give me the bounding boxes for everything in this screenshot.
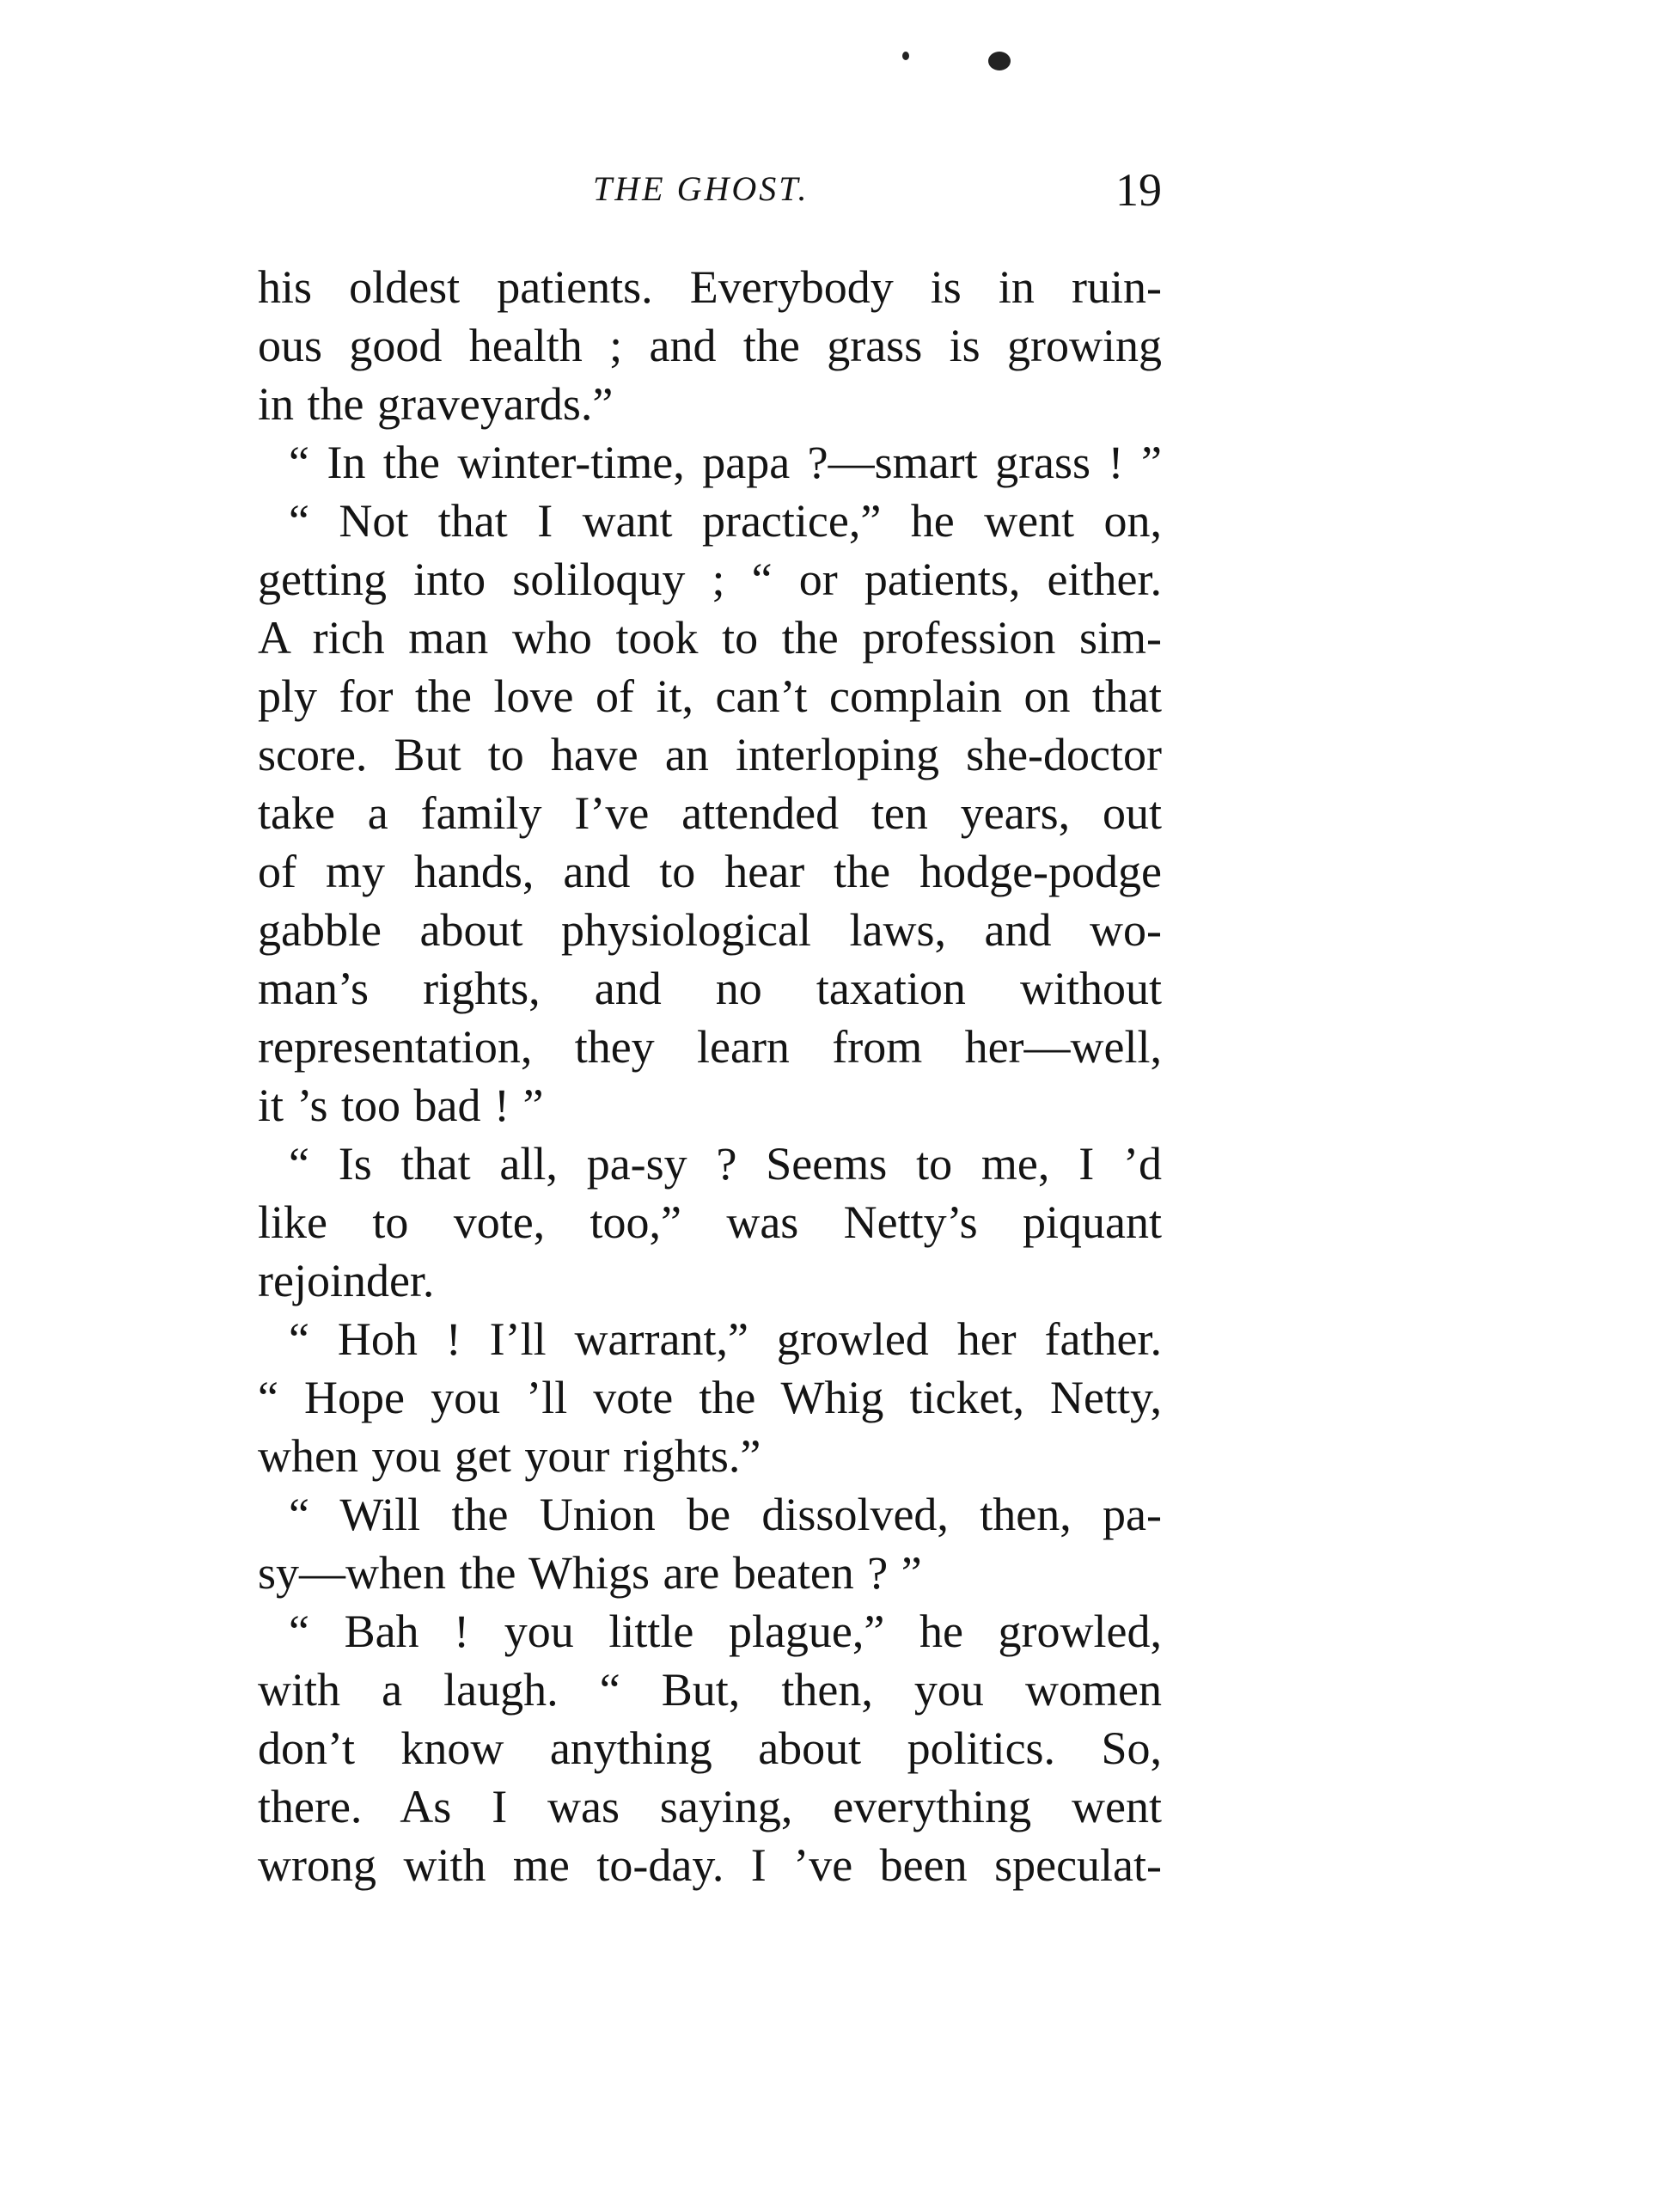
text-line: of my hands, and to hear the hodge-podge xyxy=(258,846,1162,897)
text-line: in the graveyards.” xyxy=(258,378,614,430)
text-line: “ Hope you ’ll vote the Whig ticket, Netty, xyxy=(258,1372,1162,1423)
text-line: rejoinder. xyxy=(258,1255,435,1306)
text-line: gabble about physiological laws, and wo- xyxy=(258,904,1162,956)
text-line: representation, they learn from her—well, xyxy=(258,1021,1162,1073)
text-line: “ Bah ! you little plague,” he growled, xyxy=(289,1606,1162,1657)
text-line: sy—when the Whigs are beaten ? ” xyxy=(258,1547,922,1599)
ink-speck xyxy=(988,52,1011,70)
text-line: like to vote, too,” was Netty’s piquant xyxy=(258,1196,1162,1248)
text-line: when you get your rights.” xyxy=(258,1430,761,1482)
text-line: “ Is that all, pa-sy ? Seems to me, I ’d xyxy=(289,1138,1162,1190)
page-number: 19 xyxy=(1115,164,1162,216)
text-line: there. As I was saying, everything went xyxy=(258,1781,1162,1832)
text-line: “ Hoh ! I’ll warrant,” growled her father. xyxy=(289,1313,1162,1365)
text-line: getting into soliloquy ; “ or patients, either. xyxy=(258,554,1162,605)
ink-speck xyxy=(902,52,909,60)
page-header xyxy=(258,163,1162,223)
text-line: his oldest patients. Everybody is in ruin- xyxy=(258,261,1162,313)
text-line: with a laugh. “ But, then, you women xyxy=(258,1664,1162,1716)
text-line: ous good health ; and the grass is growing xyxy=(258,320,1162,371)
text-line: man’s rights, and no taxation without xyxy=(258,963,1162,1014)
text-line: score. But to have an interloping she-doctor xyxy=(258,729,1162,780)
text-line: take a family I’ve attended ten years, out xyxy=(258,787,1162,839)
text-line: it ’s too bad ! ” xyxy=(258,1080,544,1131)
text-line: wrong with me to-day. I ’ve been speculat- xyxy=(258,1839,1162,1891)
text-line: ply for the love of it, can’t complain on that xyxy=(258,670,1162,722)
text-line: “ Will the Union be dissolved, then, pa- xyxy=(289,1489,1162,1540)
body-text xyxy=(258,258,1162,1894)
text-line: “ Not that I want practice,” he went on, xyxy=(289,495,1162,547)
text-line: A rich man who took to the profession sim- xyxy=(258,612,1162,664)
text-line: “ In the winter-time, papa ?—smart grass ! ” xyxy=(289,437,1162,488)
text-line: don’t know anything about politics. So, xyxy=(258,1722,1162,1774)
running-title: THE GHOST. xyxy=(593,169,809,208)
